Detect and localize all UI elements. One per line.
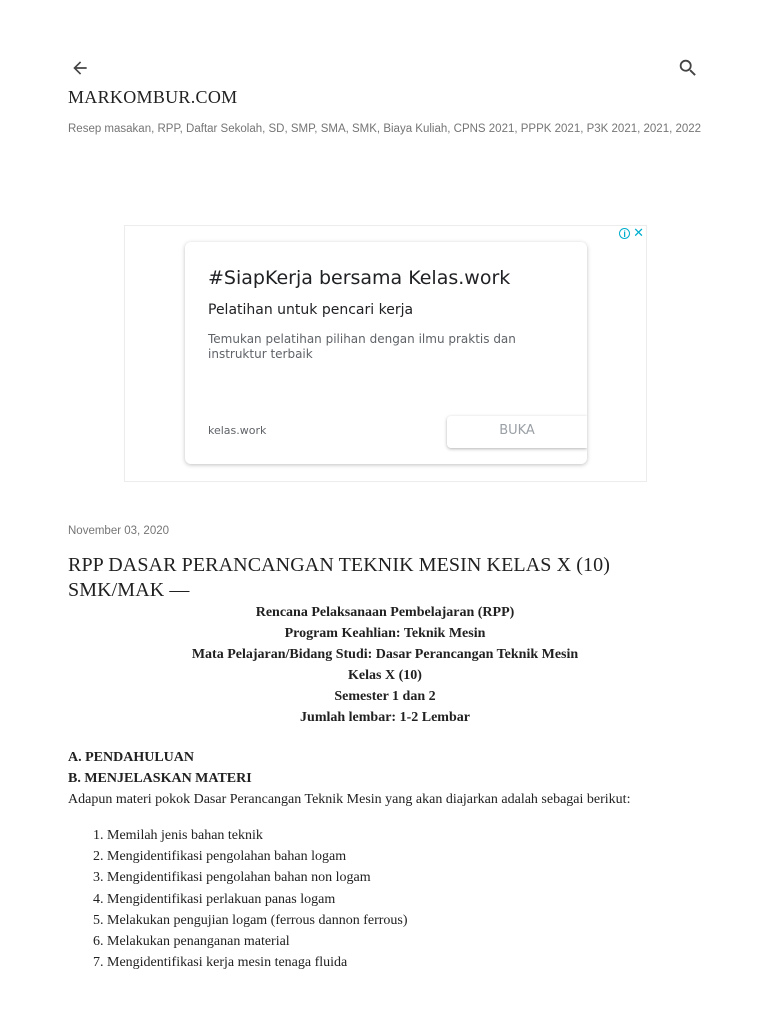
ad-description: Temukan pelatihan pilihan dengan ilmu praktis dan instruktur terbaik — [208, 332, 516, 361]
rpp-heading-line: Rencana Pelaksanaan Pembelajaran (RPP) — [255, 605, 515, 620]
ad-close-icon[interactable]: ✕ — [633, 225, 644, 240]
post-title[interactable]: RPP DASAR PERANCANGAN TEKNIK MESIN KELAS X (10) SMK/MAK — — [68, 554, 610, 601]
rpp-heading-line: Semester 1 dan 2 — [334, 689, 436, 704]
list-item: 3. Mengidentifikasi pengolahan bahan non logam — [107, 867, 408, 888]
materi-list — [68, 825, 408, 973]
ad-subheadline: Pelatihan untuk pencari kerja — [208, 302, 414, 318]
ad-open-button[interactable]: BUKA — [447, 416, 587, 448]
list-item: 4. Mengidentifikasi perlakuan panas logam — [107, 889, 408, 910]
ad-info-icon[interactable]: i — [619, 228, 630, 239]
ad-container — [124, 225, 647, 482]
rpp-heading — [68, 602, 702, 728]
ad-choices[interactable] — [619, 227, 644, 239]
rpp-heading-line: Program Keahlian: Teknik Mesin — [284, 626, 486, 641]
rpp-heading-line: Kelas X (10) — [348, 668, 422, 683]
section-b-heading: B. MENJELASKAN MATERI — [68, 771, 252, 786]
arrow-back-icon — [70, 58, 90, 78]
rpp-heading-line: Mata Pelajaran/Bidang Studi: Dasar Perancangan Teknik Mesin — [191, 647, 579, 662]
site-tagline: Resep masakan, RPP, Daftar Sekolah, SD, SMP, SMA, SMK, Biaya Kuliah, CPNS 2021, PPPK 2021, P3K 2021, 2021, 2022 — [68, 123, 702, 135]
intro-paragraph: Adapun materi pokok Dasar Perancangan Teknik Mesin yang akan diajarkan adalah sebagai berikut: — [68, 792, 631, 807]
ad-card[interactable] — [185, 242, 587, 464]
list-item: 7. Mengidentifikasi kerja mesin tenaga fluida — [107, 952, 408, 973]
ad-display-url[interactable]: kelas.work — [208, 424, 267, 437]
rpp-heading-line: Jumlah lembar: 1-2 Lembar — [300, 710, 470, 725]
ad-headline[interactable]: #SiapKerja bersama Kelas.work — [208, 267, 511, 289]
post-date: November 03, 2020 — [68, 525, 170, 537]
back-button[interactable] — [68, 56, 92, 80]
site-title[interactable]: MARKOMBUR.COM — [68, 87, 238, 107]
top-bar — [68, 56, 704, 80]
search-icon — [677, 57, 699, 79]
section-a-heading: A. PENDAHULUAN — [68, 750, 194, 765]
list-item: 6. Melakukan penanganan material — [107, 931, 408, 952]
search-button[interactable] — [676, 56, 700, 80]
list-item: 2. Mengidentifikasi pengolahan bahan logam — [107, 846, 408, 867]
list-item: 1. Memilah jenis bahan teknik — [107, 825, 408, 846]
list-item: 5. Melakukan pengujian logam (ferrous dannon ferrous) — [107, 910, 408, 931]
